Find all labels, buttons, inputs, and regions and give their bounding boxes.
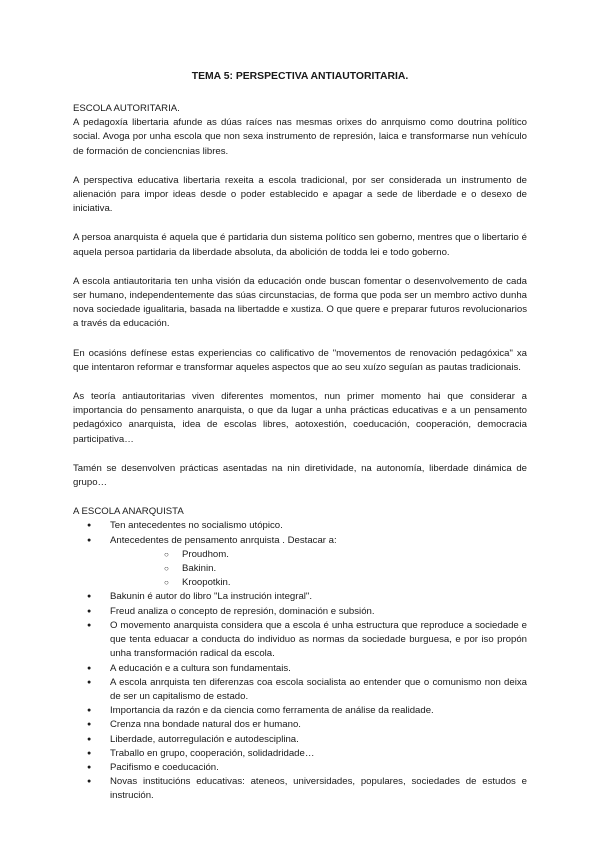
list-item: ● A escola anrquista ten diferenzas coa escola socialista ao entender que o comunismo non deixa de ser un capitalismo de estado. [73, 676, 527, 704]
sub-list-item: ○ Bakinin. [110, 562, 527, 576]
paragraph: A escola antiautoritaria ten unha visión da educación onde buscan fomentar o desenvolvemento de cada ser humano, independentemente das súas circunstacias, de forma que poda ser un membro activo dunha nova sociedade igualitaria, basada na libertadde e xustiza. O que quere e preparar futuros revolucionarios a través da educación. [73, 275, 527, 330]
sub-list-item: ○ Proudhom. [110, 548, 527, 562]
sub-list-item: ○ Kroopotkin. [110, 576, 527, 590]
page-title: TEMA 5: PERSPECTIVA ANTIAUTORITARIA. [191, 71, 409, 82]
list-item: ● Novas institucións educativas: ateneos, universidades, populares, sociedades de estudos e instrución. [73, 775, 527, 803]
list-item: ● Traballo en grupo, cooperación, solidadridade… [73, 747, 527, 761]
sub-bullet-list [110, 548, 527, 591]
bullet-list [73, 519, 527, 803]
paragraph: A pedagoxía libertaria afunde as dúas raíces nas mesmas orixes do anrquismo como doutrina político social. Avoga por unha escola que non sexa instrumento de represión, laica e transformarse nun vehículo de formación de conciencnias libres. [73, 117, 527, 157]
paragraph: A persoa anarquista é aquela que é partidaria dun sistema político sen goberno, mentres que o libertario é aquela persoa partidaria da liberdade absoluta, da abolición de todda lei e todo goberno. [73, 232, 527, 258]
list-item: ● O movemento anarquista considera que a escola é unha estructura que reproduce a sociedade e que tenta eduacar a conducta do individuo as normas da sociedade burguesa, e por iso propón unha transformación radical da escola. [73, 619, 527, 662]
list-item [73, 534, 527, 591]
list-item: ● Crenza nna bondade natural dos er humano. [73, 718, 527, 732]
list-item: ● Pacifismo e coeducación. [73, 761, 527, 775]
list-item: ● Ten antecedentes no socialismo utópico. [73, 519, 527, 533]
section-heading-escola-autoritaria: ESCOLA AUTORITARIA. [73, 103, 180, 114]
list-item-text: Antecedentes de pensamento anrquista . Destacar a: [110, 534, 337, 546]
list-item: ● Importancia da razón e da ciencia como ferramenta de análise da realidade. [73, 704, 527, 718]
paragraph: As teoría antiautoritarias viven diferentes momentos, nun primer momento hai que considerar a importancia do pensamento anarquista, o que da lugar a unha prácticas educativas e a un pensamento pedagóxico anarquista, idea de escolas libres, aotoxestión, coeducación, cooperación, democracia participativa… [73, 391, 527, 445]
document-body [73, 70, 527, 804]
section-heading-escola-anarquista: A ESCOLA ANARQUISTA [73, 506, 184, 518]
paragraph: En ocasións defínese estas experiencias co calificativo de "movementos de renovación pedagóxica" xa que intentaron reformar e transformar aqueles aspectos que ao seu xuízo seguían as pautas tradicionais. [73, 347, 527, 373]
paragraph: A perspectiva educativa libertaria rexeita a escola tradicional, por ser considerada un instrumento de alienación para impor ideas desde o poder establecido e apagar a sede de liberdade e o desexo de iniciativa. [73, 174, 527, 215]
list-item: ● Freud analiza o concepto de represión, dominación e subsión. [73, 605, 527, 619]
list-item: ● Bakunin é autor do libro "La instrución integral". [73, 590, 527, 604]
paragraph: Tamén se desenvolven prácticas asentadas na nin diretividade, na autonomía, liberdade dinámica de grupo… [73, 462, 527, 489]
list-item: ● Liberdade, autorregulación e autodesciplina. [73, 733, 527, 747]
list-item: ● A educación e a cultura son fundamentais. [73, 662, 527, 676]
